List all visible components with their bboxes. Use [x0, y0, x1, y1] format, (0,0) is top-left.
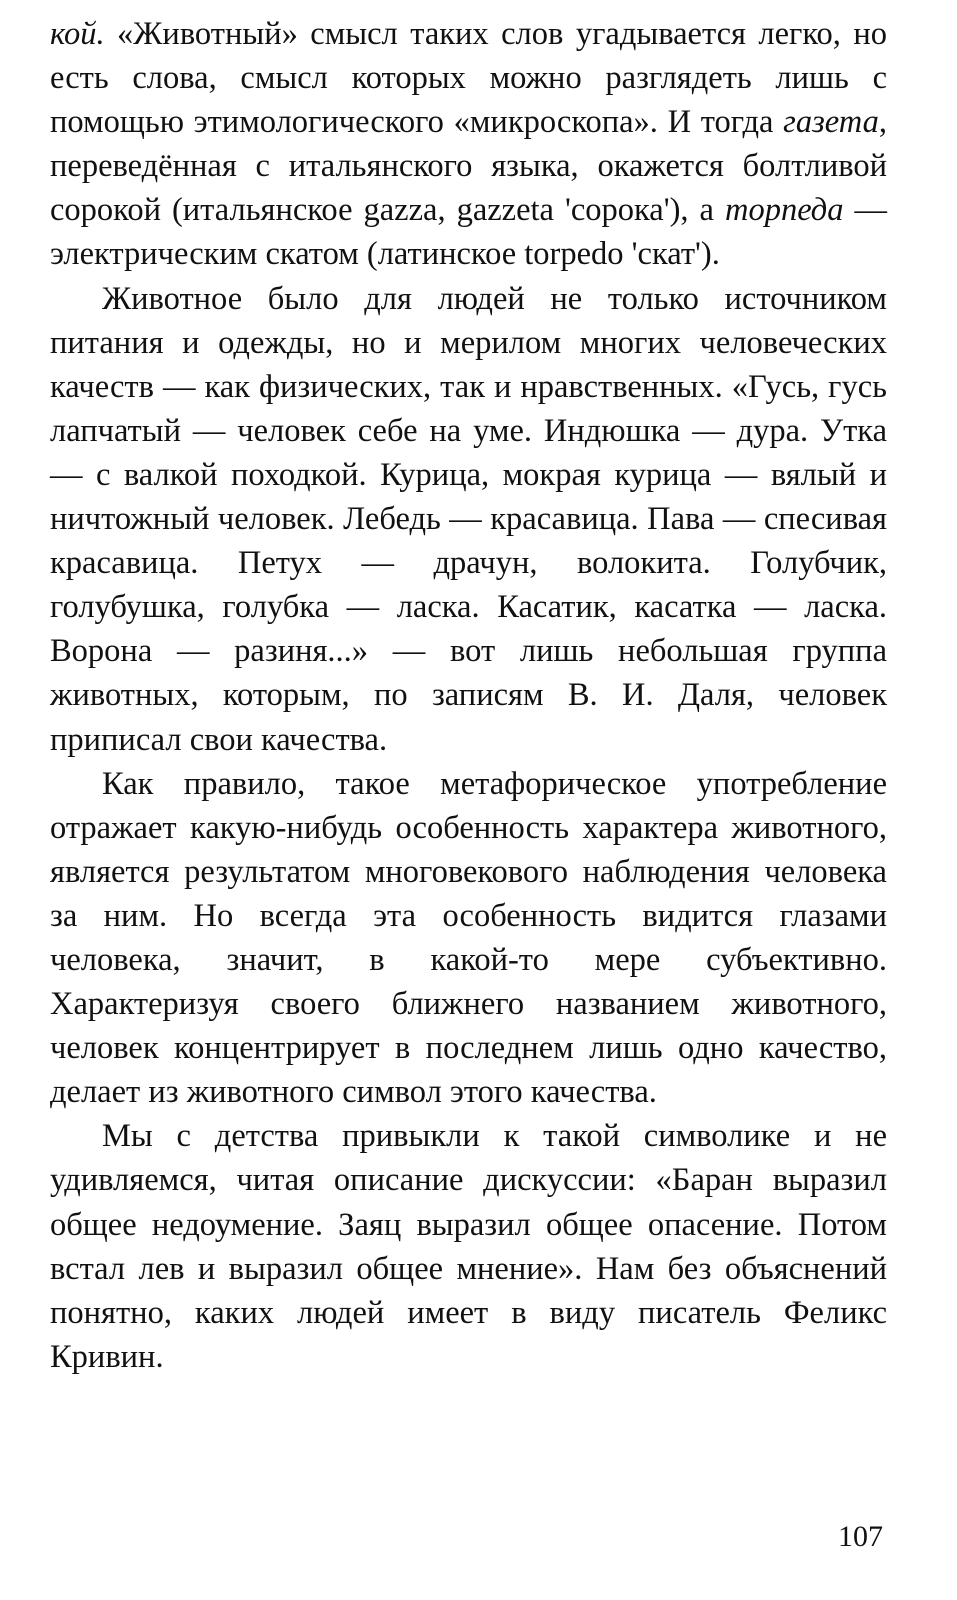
italic-term: кой.	[50, 16, 105, 52]
paragraph-metaphor-usage	[50, 762, 887, 1115]
italic-term: газета	[783, 104, 879, 141]
page-number: 107	[838, 1520, 883, 1553]
text-run: «Животный» смысл таких слов угадывается легко, но есть слова, смысл которых можно разглядеть лишь с помощью этимологического «микроскопа». И тогда	[50, 16, 887, 141]
text-run: , переведённая с итальянского языка, окажется болтливой сорокой (итальянское gazza, gazzeta 'сорока'), а	[50, 104, 887, 229]
text-run: Как правило, такое метафорическое употребление отражает какую-нибудь особенность характера животного, является результатом многовекового наблюдения человека за ним. Но всегда эта особенность видится глазами человека, значит, в какой-то мере субъективно. Характеризуя своего ближнего названием животного, человек концентрирует в последнем лишь одно качество, делает из животного символ этого качества.	[50, 765, 887, 1111]
paragraph-symbolism	[50, 1114, 887, 1379]
text-run: Животное было для людей не только источником питания и одежды, но и мерилом многих человеческих качеств — как физических, так и нравственных. «Гусь, гусь лапчатый — человек себе на уме. Индюшка — дура. Утка — с валкой походкой. Курица, мокрая курица — вялый и ничтожный человек. Лебедь — красавица. Пава — спесивая красавица. Петух — драчун, волокита. Голубчик, голубушка, голубка — ласка. Касатик, касатка — ласка. Ворона — разиня...» — вот лишь небольшая группа животных, которым, по записям В. И. Даля, человек приписал свои качества.	[50, 280, 887, 758]
text-run: — электрическим скатом (латинское torpedo 'скат').	[50, 192, 887, 273]
text-run: Мы с детства привыкли к такой символике и не удивляемся, читая описание дискуссии: «Баран выразил общее недоумение. Заяц выразил общее опасение. Потом встал лев и выразил общее мнение». Нам без объяснений понятно, каких людей имеет в виду писатель Феликс Кривин.	[50, 1118, 887, 1375]
paragraph-animal-qualities	[50, 277, 887, 762]
italic-term: торпеда	[724, 192, 844, 229]
paragraph-etymology	[50, 12, 887, 277]
